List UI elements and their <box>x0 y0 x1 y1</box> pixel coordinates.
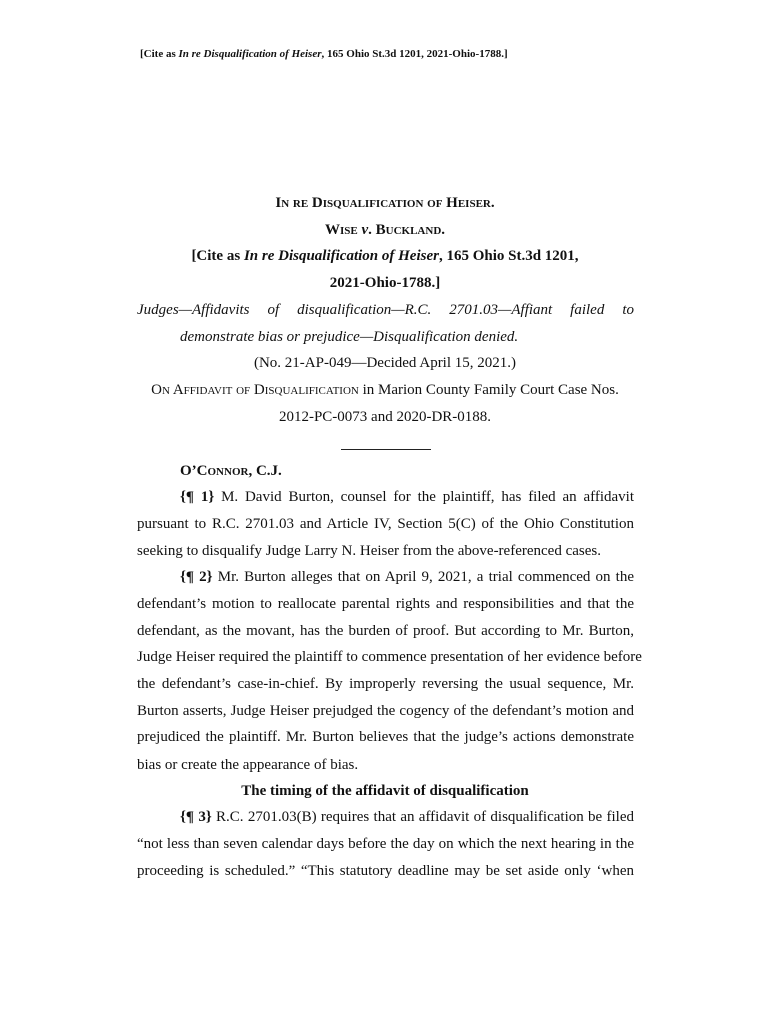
paragraph-3-line-2: “not less than seven calendar days before the day on which the next hearing in the <box>137 836 634 852</box>
case-citation-suffix: , 165 Ohio St.3d 1201, <box>438 248 579 264</box>
paragraph-1-marker: {¶ 1} <box>180 489 215 505</box>
opinion-author: O’Connor, C.J. <box>180 463 282 479</box>
paragraph-3-text: R.C. 2701.03(B) requires that an affidavit of disqualification be filed <box>211 809 634 825</box>
paragraph-1-line-2: pursuant to R.C. 2701.03 and Article IV, Section 5(C) of the Ohio Constitution <box>137 516 634 532</box>
section-heading: The timing of the affidavit of disqualification <box>241 783 529 799</box>
syllabus-line-1: Judges—Affidavits of disqualification—R.C. 2701.03—Affiant failed to <box>137 302 634 318</box>
paragraph-1-line-3: seeking to disqualify Judge Larry N. Heiser from the above-referenced cases. <box>137 543 601 559</box>
syllabus-line-2: demonstrate bias or prejudice—Disqualification denied. <box>180 329 519 345</box>
paragraph-2-line-8: bias or create the appearance of bias. <box>137 757 359 773</box>
docket-line: (No. 21-AP-049—Decided April 15, 2021.) <box>253 355 517 371</box>
citation-header-suffix: , 165 Ohio St.3d 1201, 2021-Ohio-1788.] <box>321 48 508 60</box>
paragraph-1-line-1 <box>180 488 634 506</box>
case-citation <box>0 247 770 265</box>
case-citation-line2: 2021-Ohio-1788.] <box>329 275 441 291</box>
case-citation-name: In re Disqualification of Heiser <box>243 248 439 264</box>
party-defendant: . Buckland. <box>368 222 446 238</box>
versus-marker: v <box>361 222 369 238</box>
paragraph-2-line-3: defendant, as the movant, has the burden of proof. But according to Mr. Burton, <box>137 623 634 639</box>
citation-header <box>140 45 508 63</box>
proceeding-court: in Marion County Family Court Case Nos. <box>358 382 619 398</box>
party-plaintiff: Wise <box>324 222 362 238</box>
proceeding-line <box>0 381 770 399</box>
section-divider <box>341 449 431 450</box>
citation-header-prefix: [Cite as <box>140 48 179 60</box>
paragraph-2-line-2: defendant’s motion to reallocate parental rights and responsibilities and that the <box>137 596 634 612</box>
case-parties <box>0 221 770 239</box>
paragraph-2-line-5: the defendant’s case-in-chief. By improperly reversing the usual sequence, Mr. <box>137 676 634 692</box>
paragraph-1-text: M. David Burton, counsel for the plaintiff, has filed an affidavit <box>214 489 635 505</box>
paragraph-3-marker: {¶ 3} <box>180 809 212 825</box>
case-citation-prefix: [Cite as <box>191 248 244 264</box>
proceeding-type: On Affidavit of Disqualification <box>151 382 359 398</box>
case-title: In re Disqualification of Heiser. <box>275 195 495 211</box>
paragraph-3-line-3: proceeding is scheduled.” “This statutory deadline may be set aside only ‘when <box>137 863 634 879</box>
paragraph-2-marker: {¶ 2} <box>180 569 213 585</box>
paragraph-2-line-7: prejudiced the plaintiff. Mr. Burton believes that the judge’s actions demonstrate <box>137 729 634 745</box>
paragraph-2-text: Mr. Burton alleges that on April 9, 2021, a trial commenced on the <box>212 569 635 585</box>
paragraph-2-line-1 <box>180 568 634 586</box>
paragraph-3-line-1 <box>180 808 634 826</box>
paragraph-2-line-4: Judge Heiser required the plaintiff to commence presentation of her evidence before <box>137 649 642 665</box>
citation-header-case-name: In re Disqualification of Heiser <box>178 48 322 60</box>
paragraph-2-line-6: Burton asserts, Judge Heiser prejudged the cogency of the defendant’s motion and <box>137 703 634 719</box>
proceeding-case-numbers: 2012-PC-0073 and 2020-DR-0188. <box>278 409 492 425</box>
